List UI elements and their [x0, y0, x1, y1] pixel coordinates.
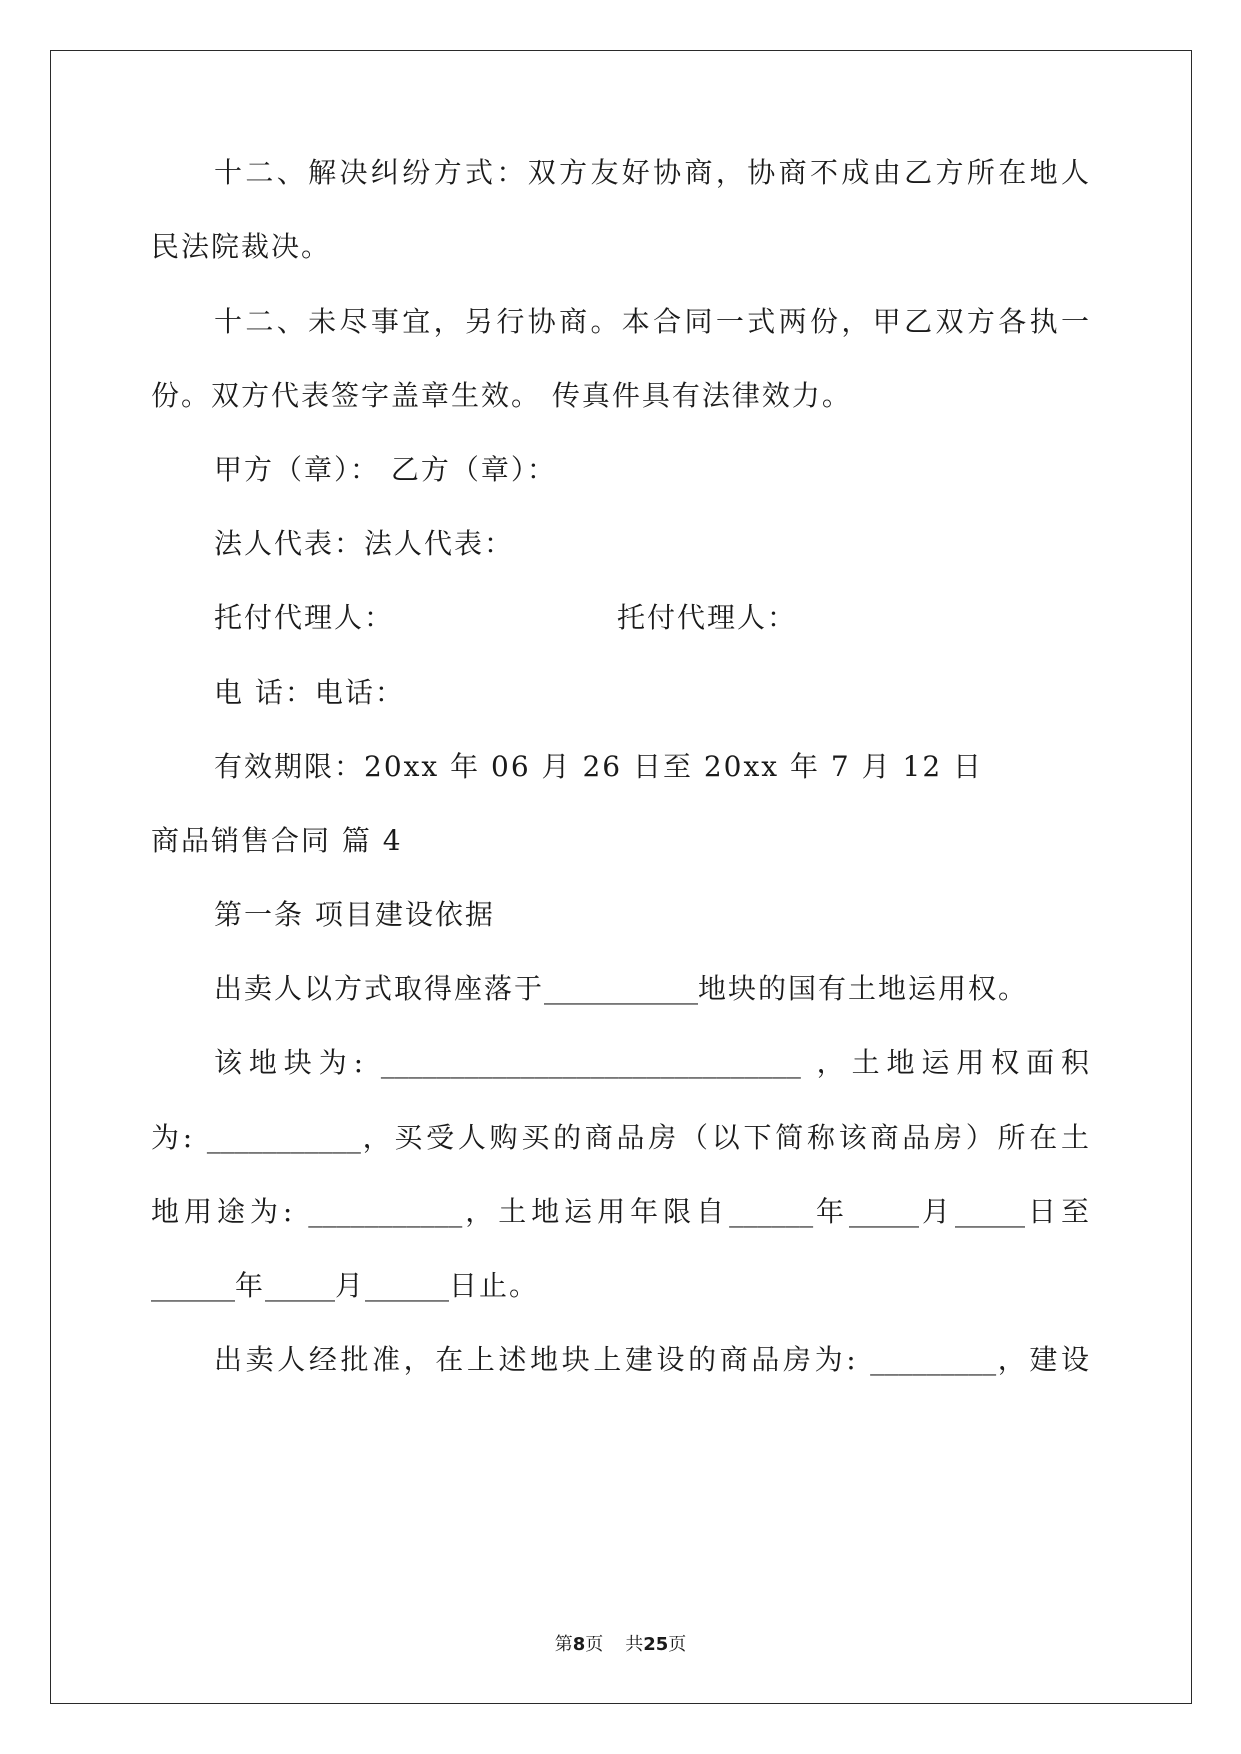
legal-rep-line: 法人代表：法人代表：	[214, 527, 515, 560]
text-segment: 月	[335, 1269, 366, 1302]
fill-blank: ______	[729, 1195, 814, 1228]
phone-line: 电 话：电话：	[214, 676, 405, 709]
total-pages: 25	[643, 1634, 669, 1655]
agent-a-label: 托付代理人：	[214, 601, 395, 634]
fill-blank: _____	[265, 1269, 336, 1302]
text-segment: 地块的国有土地运用权。	[698, 972, 1029, 1005]
text-segment: 出卖人以方式取得座落于	[214, 972, 545, 1005]
land-para-line2	[214, 1045, 1091, 1081]
section-title: 商品销售合同 篇 4	[151, 824, 403, 857]
land-para-line3	[151, 1120, 1091, 1156]
clause-12-dispute-line2: 民法院裁决。	[151, 230, 332, 263]
text-segment: 年	[235, 1269, 266, 1302]
text-segment: 年	[813, 1195, 850, 1228]
text-segment: ，买受人购买的商品房（以下简称该商品房）所在土	[360, 1121, 1091, 1154]
clause-12-misc-line1: 十二、未尽事宜，另行协商。本合同一式两份，甲乙双方各执一	[214, 305, 1091, 338]
page-prefix: 第	[554, 1634, 573, 1655]
building-para-line1	[214, 1342, 1091, 1378]
land-para-line1	[214, 971, 1028, 1007]
text-segment: ，建设	[996, 1343, 1091, 1376]
page-number: 8	[572, 1634, 586, 1655]
text-segment: 为:	[151, 1121, 195, 1154]
party-seal-line: 甲方（章）： 乙方（章）：	[214, 453, 557, 486]
text-segment: 地用途为:	[151, 1195, 295, 1228]
page-border	[50, 50, 1192, 1704]
land-para-line5	[151, 1268, 539, 1304]
clause-12-dispute-line1: 十二、解决纠纷方式：双方友好协商，协商不成由乙方所在地人	[214, 156, 1091, 189]
agent-b-label: 托付代理人：	[617, 601, 798, 634]
text-segment: 日止。	[449, 1269, 540, 1302]
text-segment: ，土地运用年限自	[462, 1195, 730, 1228]
clause-12-misc-line2: 份。双方代表签字盖章生效。 传真件具有法律效力。	[151, 379, 852, 412]
fill-blank: ___________	[206, 1121, 361, 1154]
fill-blank: ___________	[544, 972, 699, 1005]
fill-blank: ______	[365, 1269, 450, 1302]
fill-blank: _____	[849, 1195, 920, 1228]
text-segment: 月	[919, 1195, 956, 1228]
fill-blank: _____	[955, 1195, 1026, 1228]
fill-blank: ______	[151, 1269, 235, 1302]
text-segment: ，土地运用权面积	[816, 1046, 1091, 1079]
fill-blank: ______________________________	[380, 1046, 801, 1079]
fill-blank: ___________	[308, 1195, 463, 1228]
text-segment: 日至	[1025, 1195, 1091, 1228]
text-segment: 出卖人经批准，在上述地块上建设的商品房为:	[214, 1343, 858, 1376]
page-footer	[0, 1633, 1241, 1657]
land-para-line4	[151, 1194, 1091, 1230]
total-suffix: 页	[668, 1634, 687, 1655]
validity-line: 有效期限：20xx 年 06 月 26 日至 20xx 年 7 月 12 日	[214, 750, 984, 783]
total-prefix: 共	[625, 1634, 644, 1655]
page-suffix: 页	[585, 1634, 604, 1655]
fill-blank: _________	[870, 1343, 997, 1376]
text-segment: 该地块为:	[214, 1046, 366, 1079]
article-1-heading: 第一条 项目建设依据	[214, 898, 495, 931]
